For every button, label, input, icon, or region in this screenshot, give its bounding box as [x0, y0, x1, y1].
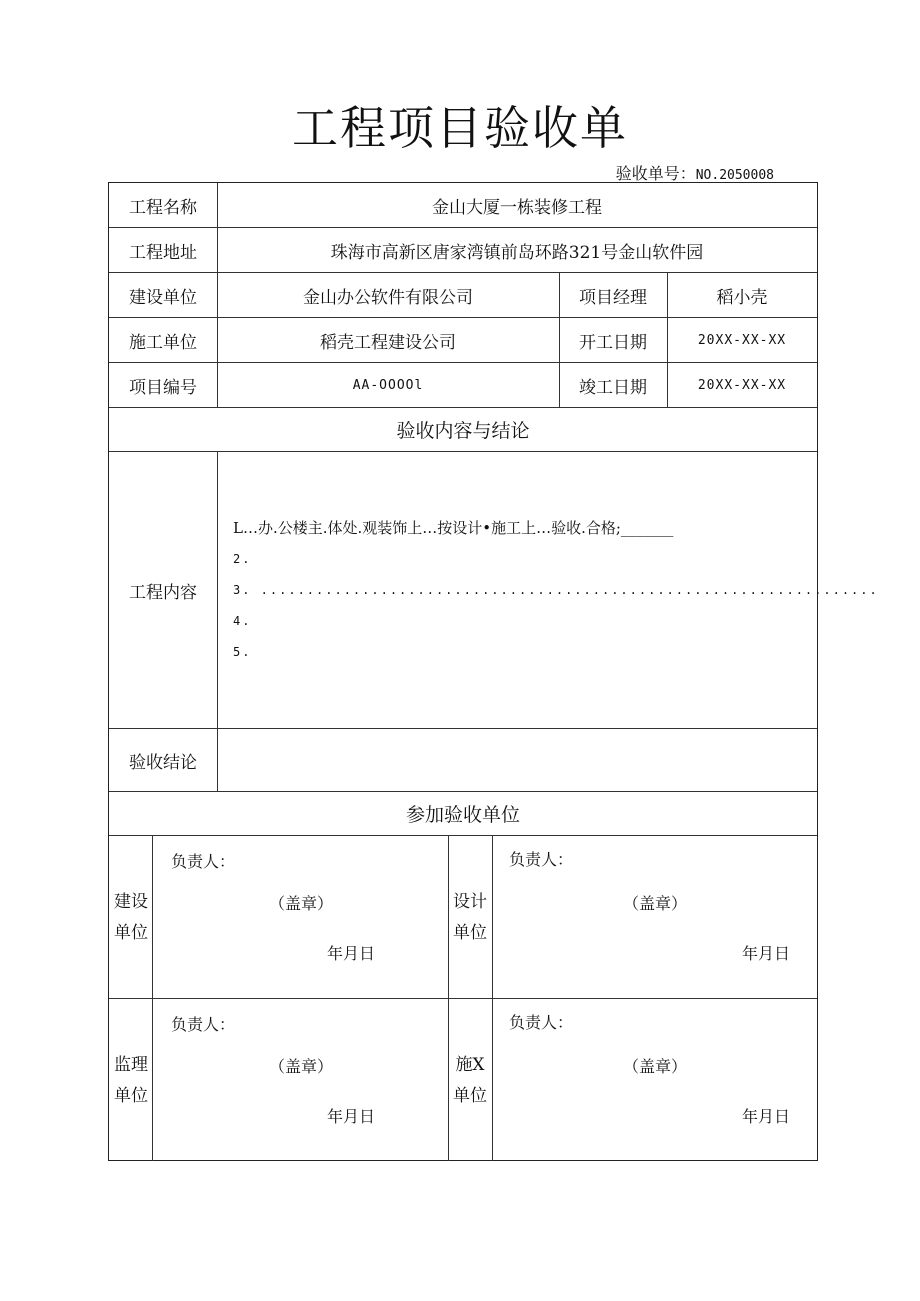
content-line-3: 3. ...................................................................	[233, 583, 879, 597]
unit-label-construction: 施X 单位	[453, 1055, 487, 1106]
project-address-label: 工程地址	[129, 242, 197, 263]
unit-label-design: 设计 单位	[453, 892, 487, 943]
end-date-value: 20XX-XX-XX	[697, 377, 787, 393]
start-date-value: 20XX-XX-XX	[697, 332, 787, 348]
project-code-label: 项目编号	[129, 377, 197, 398]
construction-date: 年月日	[742, 1107, 791, 1126]
document-number-value: NO.2050008	[695, 168, 774, 183]
contractor-label: 施工单位	[129, 332, 197, 353]
conclusion-label: 验收结论	[129, 752, 197, 773]
content-lines	[233, 513, 879, 668]
project-address-value: 珠海市高新区唐家湾镇前岛环路321号金山软件园	[330, 242, 704, 263]
acceptance-section-title: 验收内容与结论	[396, 420, 530, 442]
acceptance-form-table	[108, 182, 879, 1161]
content-line-5: 5.	[233, 645, 252, 659]
end-date-label: 竣工日期	[579, 377, 647, 398]
supervision-date: 年月日	[327, 1107, 376, 1126]
project-code-value: AA-OOOOl	[352, 377, 424, 393]
design-responsible: 负责人：	[509, 850, 574, 869]
supervision-responsible: 负责人：	[171, 1015, 236, 1034]
design-seal: （盖章）	[623, 894, 688, 913]
page-title: 工程项目验收单	[292, 101, 628, 155]
construction-seal: （盖章）	[623, 1057, 688, 1076]
design-date: 年月日	[742, 944, 791, 963]
start-date-label: 开工日期	[579, 332, 647, 353]
manager-label: 项目经理	[579, 287, 647, 308]
content-label: 工程内容	[129, 582, 197, 603]
participants-section-title: 参加验收单位	[405, 804, 520, 826]
conclusion-value	[217, 729, 817, 791]
builder-seal: （盖章）	[269, 894, 334, 913]
project-name-label: 工程名称	[129, 197, 197, 218]
document-number	[616, 161, 774, 184]
unit-label-builder: 建设 单位	[114, 892, 148, 943]
builder-value: 金山办公软件有限公司	[303, 287, 473, 308]
supervision-seal: （盖章）	[269, 1057, 334, 1076]
builder-label: 建设单位	[129, 287, 197, 308]
contractor-value: 稻壳工程建设公司	[320, 332, 456, 353]
builder-date: 年月日	[327, 944, 376, 963]
unit-label-supervision: 监理 单位	[114, 1055, 148, 1106]
document-number-label: 验收单号：	[615, 164, 696, 183]
content-line-1: L…办.公楼主.体处.观装饰上…按设计•施工上…验收.合格;_______	[233, 519, 674, 537]
project-name-value: 金山大厦一栋装修工程	[432, 197, 602, 218]
content-line-4: 4.	[233, 614, 252, 628]
construction-responsible: 负责人：	[509, 1013, 574, 1032]
content-line-2: 2.	[233, 552, 252, 566]
builder-responsible: 负责人：	[171, 852, 236, 871]
manager-value: 稻小壳	[716, 287, 768, 308]
